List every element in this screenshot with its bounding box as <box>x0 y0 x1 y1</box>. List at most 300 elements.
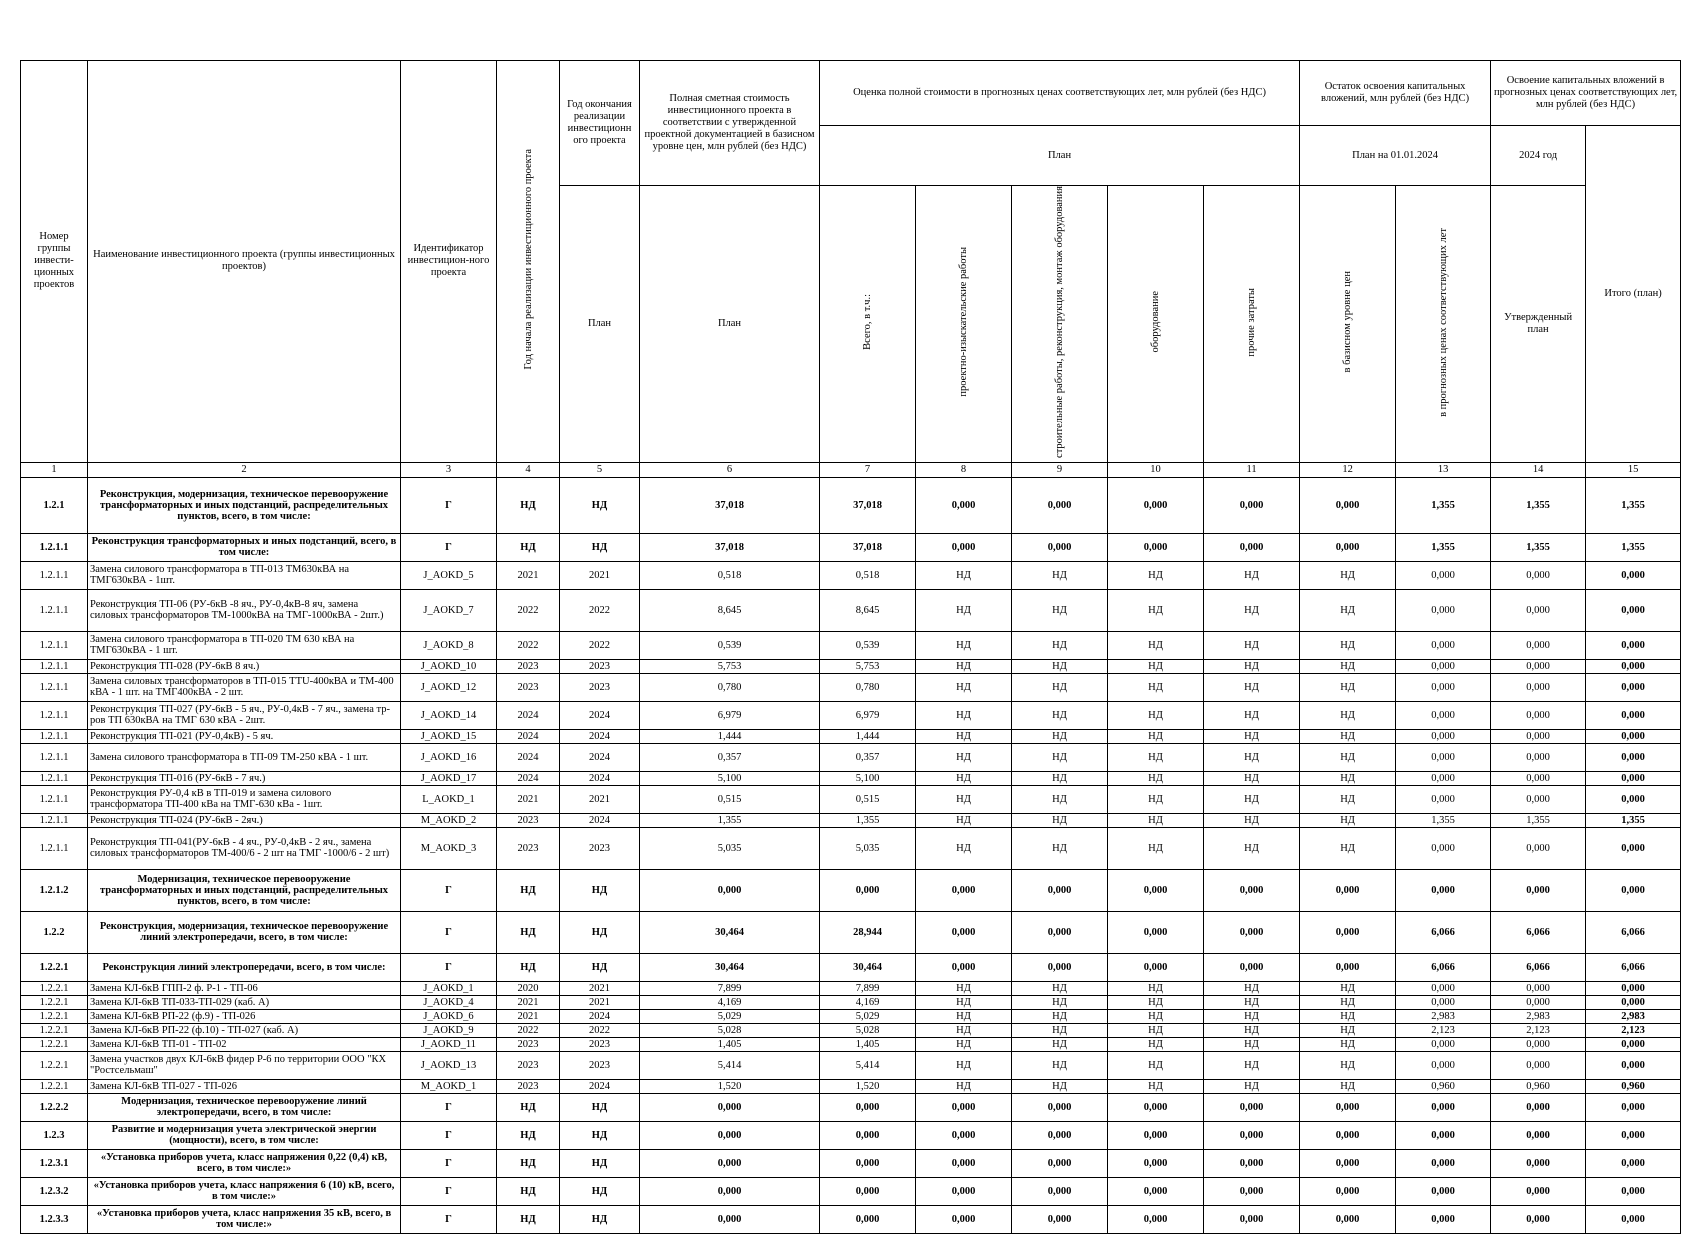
project-name-cell: Замена силовых трансформаторов в ТП-015 ТТU-400кВА и ТМ-400 кВА - 1 шт. на ТМГ400кВА - 2 шт. <box>88 673 401 701</box>
project-name-cell: Реконструкция линий электропередачи, всего, в том числе: <box>88 953 401 981</box>
construction-cell: 0,000 <box>1012 953 1108 981</box>
start-year-cell: НД <box>497 1149 560 1177</box>
column-number: 2 <box>88 462 401 477</box>
column-number: 12 <box>1300 462 1396 477</box>
total-plan-cell: 0,000 <box>1586 701 1681 729</box>
column-number: 6 <box>640 462 820 477</box>
group-number-cell: 1.2.2.1 <box>21 1079 88 1093</box>
design-cell: 0,000 <box>916 533 1012 561</box>
full-cost-cell: 0,780 <box>640 673 820 701</box>
identifier-cell: J_AOKD_12 <box>401 673 497 701</box>
approved-plan-cell: 0,960 <box>1491 1079 1586 1093</box>
approved-plan-cell: 0,000 <box>1491 995 1586 1009</box>
column-number: 14 <box>1491 462 1586 477</box>
total-cell: 0,000 <box>820 1177 916 1205</box>
design-cell: 0,000 <box>916 1093 1012 1121</box>
construction-cell: НД <box>1012 785 1108 813</box>
identifier-cell: J_AOKD_1 <box>401 981 497 995</box>
project-name-cell: «Установка приборов учета, класс напряжения 0,22 (0,4) кВ, всего, в том числе:» <box>88 1149 401 1177</box>
approved-plan-cell: 0,000 <box>1491 1205 1586 1233</box>
end-year-cell: НД <box>560 1149 640 1177</box>
approved-plan-cell: 0,000 <box>1491 1093 1586 1121</box>
start-year-cell: 2022 <box>497 1023 560 1037</box>
equipment-cell: 0,000 <box>1108 1121 1204 1149</box>
start-year-cell: 2024 <box>497 743 560 771</box>
total-plan-cell: 1,355 <box>1586 813 1681 827</box>
design-cell: НД <box>916 561 1012 589</box>
end-year-cell: 2024 <box>560 701 640 729</box>
identifier-cell: Г <box>401 1093 497 1121</box>
full-cost-cell: 8,645 <box>640 589 820 631</box>
total-plan-cell: 6,066 <box>1586 911 1681 953</box>
header-remainder: Остаток освоения капитальных вложений, млн рублей (без НДС) <box>1300 61 1491 126</box>
design-cell: 0,000 <box>916 869 1012 911</box>
header-start-year-text: Год начала реализации инвестиционного проекта <box>522 149 534 370</box>
equipment-cell: НД <box>1108 785 1204 813</box>
column-number: 15 <box>1586 462 1681 477</box>
end-year-cell: НД <box>560 869 640 911</box>
forecast-remainder-cell: 2,983 <box>1396 1009 1491 1023</box>
identifier-cell: J_AOKD_10 <box>401 659 497 673</box>
other-cell: НД <box>1204 827 1300 869</box>
construction-cell: 0,000 <box>1012 1177 1108 1205</box>
group-number-cell: 1.2.2.1 <box>21 953 88 981</box>
group-number-cell: 1.2.1.1 <box>21 673 88 701</box>
forecast-remainder-cell: 0,000 <box>1396 631 1491 659</box>
equipment-cell: 0,000 <box>1108 1177 1204 1205</box>
header-start-year <box>497 61 560 463</box>
basis-remainder-cell: 0,000 <box>1300 869 1396 911</box>
construction-cell: НД <box>1012 1037 1108 1051</box>
design-cell: 0,000 <box>916 1205 1012 1233</box>
header-equipment-text: оборудование <box>1150 291 1161 353</box>
start-year-cell: 2024 <box>497 771 560 785</box>
table-row <box>21 981 1681 995</box>
total-plan-cell: 0,000 <box>1586 743 1681 771</box>
basis-remainder-cell: НД <box>1300 827 1396 869</box>
start-year-cell: 2023 <box>497 1037 560 1051</box>
total-plan-cell: 2,983 <box>1586 1009 1681 1023</box>
group-number-cell: 1.2.2.1 <box>21 995 88 1009</box>
total-cell: 0,780 <box>820 673 916 701</box>
approved-plan-cell: 0,000 <box>1491 743 1586 771</box>
full-cost-cell: 1,520 <box>640 1079 820 1093</box>
end-year-cell: 2024 <box>560 813 640 827</box>
total-plan-cell: 0,000 <box>1586 1093 1681 1121</box>
forecast-remainder-cell: 6,066 <box>1396 953 1491 981</box>
other-cell: НД <box>1204 701 1300 729</box>
group-number-cell: 1.2.1.1 <box>21 631 88 659</box>
basis-remainder-cell: НД <box>1300 771 1396 785</box>
end-year-cell: 2024 <box>560 729 640 743</box>
full-cost-cell: 5,100 <box>640 771 820 785</box>
construction-cell: 0,000 <box>1012 1093 1108 1121</box>
start-year-cell: НД <box>497 953 560 981</box>
table-row <box>21 1009 1681 1023</box>
start-year-cell: 2024 <box>497 729 560 743</box>
full-cost-cell: 30,464 <box>640 953 820 981</box>
total-cell: 1,444 <box>820 729 916 743</box>
full-cost-cell: 0,000 <box>640 1121 820 1149</box>
identifier-cell: J_AOKD_15 <box>401 729 497 743</box>
start-year-cell: 2021 <box>497 995 560 1009</box>
column-number: 13 <box>1396 462 1491 477</box>
approved-plan-cell: 1,355 <box>1491 477 1586 533</box>
identifier-cell: Г <box>401 953 497 981</box>
equipment-cell: НД <box>1108 771 1204 785</box>
full-cost-cell: 1,444 <box>640 729 820 743</box>
forecast-remainder-cell: 1,355 <box>1396 813 1491 827</box>
equipment-cell: 0,000 <box>1108 1093 1204 1121</box>
start-year-cell: 2024 <box>497 701 560 729</box>
total-cell: 5,753 <box>820 659 916 673</box>
total-cell: 28,944 <box>820 911 916 953</box>
design-cell: НД <box>916 1023 1012 1037</box>
other-cell: НД <box>1204 729 1300 743</box>
equipment-cell: 0,000 <box>1108 533 1204 561</box>
full-cost-cell: 6,979 <box>640 701 820 729</box>
end-year-cell: НД <box>560 953 640 981</box>
approved-plan-cell: 0,000 <box>1491 1149 1586 1177</box>
identifier-cell: J_AOKD_5 <box>401 561 497 589</box>
end-year-cell: 2024 <box>560 743 640 771</box>
construction-cell: 0,000 <box>1012 911 1108 953</box>
equipment-cell: НД <box>1108 659 1204 673</box>
header-plan-full-cost: План <box>640 186 820 463</box>
table-row <box>21 729 1681 743</box>
identifier-cell: J_AOKD_8 <box>401 631 497 659</box>
equipment-cell: НД <box>1108 981 1204 995</box>
start-year-cell: 2022 <box>497 631 560 659</box>
project-name-cell: Замена КЛ-6кВ ТП-033-ТП-029 (каб. А) <box>88 995 401 1009</box>
design-cell: НД <box>916 631 1012 659</box>
full-cost-cell: 5,028 <box>640 1023 820 1037</box>
approved-plan-cell: 0,000 <box>1491 1051 1586 1079</box>
forecast-remainder-cell: 0,000 <box>1396 1149 1491 1177</box>
table-header <box>21 61 1681 478</box>
design-cell: НД <box>916 673 1012 701</box>
construction-cell: НД <box>1012 561 1108 589</box>
end-year-cell: 2021 <box>560 981 640 995</box>
group-number-cell: 1.2.3.3 <box>21 1205 88 1233</box>
forecast-remainder-cell: 1,355 <box>1396 477 1491 533</box>
table-row <box>21 477 1681 533</box>
start-year-cell: НД <box>497 1093 560 1121</box>
forecast-remainder-cell: 0,000 <box>1396 1093 1491 1121</box>
header-full-cost: Полная сметная стоимость инвестиционного проекта в соответствии с утвержденной проектной документацией в базисном уровне цен, млн рублей (без НДС) <box>640 61 820 186</box>
header-group-number: Номер группы инвести-ционных проектов <box>21 61 88 463</box>
header-basis-prices <box>1300 186 1396 463</box>
project-name-cell: Реконструкция, модернизация, техническое перевооружение линий электропередачи, всего, в том числе: <box>88 911 401 953</box>
column-number: 1 <box>21 462 88 477</box>
approved-plan-cell: 0,000 <box>1491 673 1586 701</box>
group-number-cell: 1.2.1.1 <box>21 813 88 827</box>
forecast-remainder-cell: 0,000 <box>1396 827 1491 869</box>
column-number: 10 <box>1108 462 1204 477</box>
header-total-plan: Итого (план) <box>1586 126 1681 463</box>
total-cell: 0,000 <box>820 1093 916 1121</box>
full-cost-cell: 4,169 <box>640 995 820 1009</box>
start-year-cell: НД <box>497 911 560 953</box>
header-identifier: Идентификатор инвестицион-ного проекта <box>401 61 497 463</box>
identifier-cell: J_AOKD_9 <box>401 1023 497 1037</box>
forecast-remainder-cell: 0,000 <box>1396 743 1491 771</box>
header-construction-works <box>1012 186 1108 463</box>
design-cell: 0,000 <box>916 477 1012 533</box>
start-year-cell: 2021 <box>497 785 560 813</box>
table-row <box>21 1051 1681 1079</box>
total-cell: 30,464 <box>820 953 916 981</box>
equipment-cell: НД <box>1108 813 1204 827</box>
group-number-cell: 1.2.1.1 <box>21 589 88 631</box>
total-plan-cell: 0,000 <box>1586 1051 1681 1079</box>
approved-plan-cell: 0,000 <box>1491 631 1586 659</box>
header-construction-works-text: строительные работы, реконструкция, монтаж оборудования <box>1054 186 1065 458</box>
equipment-cell: НД <box>1108 1023 1204 1037</box>
identifier-cell: L_AOKD_1 <box>401 785 497 813</box>
start-year-cell: НД <box>497 1205 560 1233</box>
project-name-cell: Реконструкция РУ-0,4 кВ в ТП-019 и замена силового трансформатора ТП-400 кВа на ТМГ-630 кВа - 1шт. <box>88 785 401 813</box>
project-name-cell: Замена силового трансформатора в ТП-013 ТМ630кВА на ТМГ630кВА - 1шт. <box>88 561 401 589</box>
table-row <box>21 995 1681 1009</box>
table-row <box>21 659 1681 673</box>
approved-plan-cell: 1,355 <box>1491 533 1586 561</box>
full-cost-cell: 37,018 <box>640 533 820 561</box>
start-year-cell: НД <box>497 533 560 561</box>
equipment-cell: 0,000 <box>1108 1149 1204 1177</box>
other-cell: 0,000 <box>1204 869 1300 911</box>
group-number-cell: 1.2.1.1 <box>21 771 88 785</box>
start-year-cell: 2021 <box>497 561 560 589</box>
construction-cell: НД <box>1012 827 1108 869</box>
design-cell: НД <box>916 589 1012 631</box>
other-cell: НД <box>1204 1051 1300 1079</box>
design-cell: 0,000 <box>916 953 1012 981</box>
forecast-remainder-cell: 0,000 <box>1396 869 1491 911</box>
table-row <box>21 869 1681 911</box>
total-cell: 5,029 <box>820 1009 916 1023</box>
group-number-cell: 1.2.3.1 <box>21 1149 88 1177</box>
start-year-cell: НД <box>497 869 560 911</box>
full-cost-cell: 0,000 <box>640 1177 820 1205</box>
design-cell: НД <box>916 813 1012 827</box>
end-year-cell: 2023 <box>560 659 640 673</box>
group-number-cell: 1.2.1 <box>21 477 88 533</box>
total-plan-cell: 0,000 <box>1586 1121 1681 1149</box>
full-cost-cell: 5,035 <box>640 827 820 869</box>
project-name-cell: Замена силового трансформатора в ТП-020 ТМ 630 кВА на ТМГ630кВА - 1 шт. <box>88 631 401 659</box>
header-plan: План <box>820 126 1300 186</box>
basis-remainder-cell: НД <box>1300 729 1396 743</box>
start-year-cell: 2023 <box>497 813 560 827</box>
investment-projects-table <box>20 60 1681 1234</box>
start-year-cell: 2021 <box>497 1009 560 1023</box>
identifier-cell: J_AOKD_13 <box>401 1051 497 1079</box>
header-design-works <box>916 186 1012 463</box>
header-total-incl-text: Всего, в т.ч.: <box>862 294 873 350</box>
approved-plan-cell: 2,983 <box>1491 1009 1586 1023</box>
other-cell: НД <box>1204 981 1300 995</box>
project-name-cell: Модернизация, техническое перевооружение линий электропередачи, всего, в том числе: <box>88 1093 401 1121</box>
total-cell: 0,357 <box>820 743 916 771</box>
construction-cell: 0,000 <box>1012 1149 1108 1177</box>
identifier-cell: J_AOKD_17 <box>401 771 497 785</box>
start-year-cell: 2020 <box>497 981 560 995</box>
basis-remainder-cell: НД <box>1300 701 1396 729</box>
total-plan-cell: 0,000 <box>1586 771 1681 785</box>
approved-plan-cell: 0,000 <box>1491 869 1586 911</box>
end-year-cell: 2024 <box>560 771 640 785</box>
forecast-remainder-cell: 1,355 <box>1396 533 1491 561</box>
construction-cell: НД <box>1012 673 1108 701</box>
table-body <box>21 477 1681 1233</box>
equipment-cell: НД <box>1108 1009 1204 1023</box>
basis-remainder-cell: 0,000 <box>1300 1149 1396 1177</box>
construction-cell: НД <box>1012 1023 1108 1037</box>
end-year-cell: 2023 <box>560 1037 640 1051</box>
approved-plan-cell: 0,000 <box>1491 1037 1586 1051</box>
group-number-cell: 1.2.2 <box>21 911 88 953</box>
construction-cell: НД <box>1012 631 1108 659</box>
basis-remainder-cell: НД <box>1300 995 1396 1009</box>
approved-plan-cell: 6,066 <box>1491 911 1586 953</box>
forecast-remainder-cell: 0,000 <box>1396 701 1491 729</box>
basis-remainder-cell: 0,000 <box>1300 911 1396 953</box>
design-cell: 0,000 <box>916 1121 1012 1149</box>
group-number-cell: 1.2.1.2 <box>21 869 88 911</box>
forecast-remainder-cell: 0,000 <box>1396 785 1491 813</box>
table-row <box>21 785 1681 813</box>
header-plan-date: План на 01.01.2024 <box>1300 126 1491 186</box>
design-cell: НД <box>916 785 1012 813</box>
total-cell: 5,100 <box>820 771 916 785</box>
forecast-remainder-cell: 0,000 <box>1396 673 1491 701</box>
other-cell: НД <box>1204 771 1300 785</box>
construction-cell: НД <box>1012 729 1108 743</box>
identifier-cell: Г <box>401 1205 497 1233</box>
end-year-cell: 2022 <box>560 631 640 659</box>
forecast-remainder-cell: 0,000 <box>1396 659 1491 673</box>
equipment-cell: 0,000 <box>1108 869 1204 911</box>
identifier-cell: Г <box>401 533 497 561</box>
basis-remainder-cell: НД <box>1300 589 1396 631</box>
design-cell: НД <box>916 981 1012 995</box>
project-name-cell: Реконструкция трансформаторных и иных подстанций, всего, в том числе: <box>88 533 401 561</box>
full-cost-cell: 1,405 <box>640 1037 820 1051</box>
table-row <box>21 953 1681 981</box>
project-name-cell: Замена силового трансформатора в ТП-09 ТМ-250 кВА - 1 шт. <box>88 743 401 771</box>
equipment-cell: НД <box>1108 701 1204 729</box>
other-cell: НД <box>1204 589 1300 631</box>
approved-plan-cell: 2,123 <box>1491 1023 1586 1037</box>
group-number-cell: 1.2.2.1 <box>21 1023 88 1037</box>
total-cell: 7,899 <box>820 981 916 995</box>
other-cell: 0,000 <box>1204 533 1300 561</box>
end-year-cell: 2021 <box>560 995 640 1009</box>
project-name-cell: Замена КЛ-6кВ РП-22 (ф.10) - ТП-027 (каб. А) <box>88 1023 401 1037</box>
column-number: 11 <box>1204 462 1300 477</box>
project-name-cell: Замена КЛ-6кВ ГПП-2 ф. Р-1 - ТП-06 <box>88 981 401 995</box>
full-cost-cell: 0,515 <box>640 785 820 813</box>
group-number-cell: 1.2.1.1 <box>21 827 88 869</box>
other-cell: НД <box>1204 785 1300 813</box>
basis-remainder-cell: 0,000 <box>1300 477 1396 533</box>
equipment-cell: НД <box>1108 1079 1204 1093</box>
header-estimate: Оценка полной стоимости в прогнозных ценах соответствующих лет, млн рублей (без НДС) <box>820 61 1300 126</box>
full-cost-cell: 0,357 <box>640 743 820 771</box>
full-cost-cell: 0,539 <box>640 631 820 659</box>
header-forecast-prices-text: в прогнозных ценах соответствующих лет <box>1437 227 1449 417</box>
other-cell: НД <box>1204 1023 1300 1037</box>
end-year-cell: 2024 <box>560 1009 640 1023</box>
group-number-cell: 1.2.3.2 <box>21 1177 88 1205</box>
other-cell: НД <box>1204 561 1300 589</box>
end-year-cell: НД <box>560 1093 640 1121</box>
table-row <box>21 561 1681 589</box>
identifier-cell: J_AOKD_11 <box>401 1037 497 1051</box>
total-cell: 0,518 <box>820 561 916 589</box>
table-row <box>21 1037 1681 1051</box>
total-plan-cell: 0,000 <box>1586 561 1681 589</box>
table-row <box>21 771 1681 785</box>
construction-cell: НД <box>1012 743 1108 771</box>
design-cell: НД <box>916 771 1012 785</box>
full-cost-cell: 7,899 <box>640 981 820 995</box>
basis-remainder-cell: 0,000 <box>1300 1205 1396 1233</box>
identifier-cell: Г <box>401 911 497 953</box>
end-year-cell: 2022 <box>560 589 640 631</box>
total-plan-cell: 0,000 <box>1586 673 1681 701</box>
column-number: 8 <box>916 462 1012 477</box>
header-other-costs <box>1204 186 1300 463</box>
table-row <box>21 1205 1681 1233</box>
other-cell: НД <box>1204 743 1300 771</box>
group-number-cell: 1.2.1.1 <box>21 701 88 729</box>
total-plan-cell: 0,000 <box>1586 785 1681 813</box>
basis-remainder-cell: НД <box>1300 561 1396 589</box>
group-number-cell: 1.2.2.1 <box>21 1009 88 1023</box>
basis-remainder-cell: НД <box>1300 673 1396 701</box>
full-cost-cell: 5,753 <box>640 659 820 673</box>
header-plan-end-year: План <box>560 186 640 463</box>
approved-plan-cell: 0,000 <box>1491 659 1586 673</box>
forecast-remainder-cell: 6,066 <box>1396 911 1491 953</box>
approved-plan-cell: 0,000 <box>1491 1177 1586 1205</box>
other-cell: 0,000 <box>1204 477 1300 533</box>
equipment-cell: 0,000 <box>1108 477 1204 533</box>
end-year-cell: НД <box>560 477 640 533</box>
total-plan-cell: 0,000 <box>1586 1205 1681 1233</box>
total-plan-cell: 0,000 <box>1586 631 1681 659</box>
group-number-cell: 1.2.1.1 <box>21 561 88 589</box>
identifier-cell: Г <box>401 1149 497 1177</box>
total-plan-cell: 0,000 <box>1586 1037 1681 1051</box>
other-cell: 0,000 <box>1204 1121 1300 1149</box>
other-cell: НД <box>1204 1009 1300 1023</box>
end-year-cell: 2023 <box>560 1051 640 1079</box>
total-plan-cell: 0,000 <box>1586 1149 1681 1177</box>
table-row <box>21 1079 1681 1093</box>
total-cell: 5,028 <box>820 1023 916 1037</box>
basis-remainder-cell: НД <box>1300 631 1396 659</box>
start-year-cell: НД <box>497 1121 560 1149</box>
other-cell: НД <box>1204 659 1300 673</box>
basis-remainder-cell: НД <box>1300 1079 1396 1093</box>
total-cell: 5,414 <box>820 1051 916 1079</box>
other-cell: 0,000 <box>1204 1149 1300 1177</box>
construction-cell: НД <box>1012 995 1108 1009</box>
end-year-cell: 2021 <box>560 561 640 589</box>
